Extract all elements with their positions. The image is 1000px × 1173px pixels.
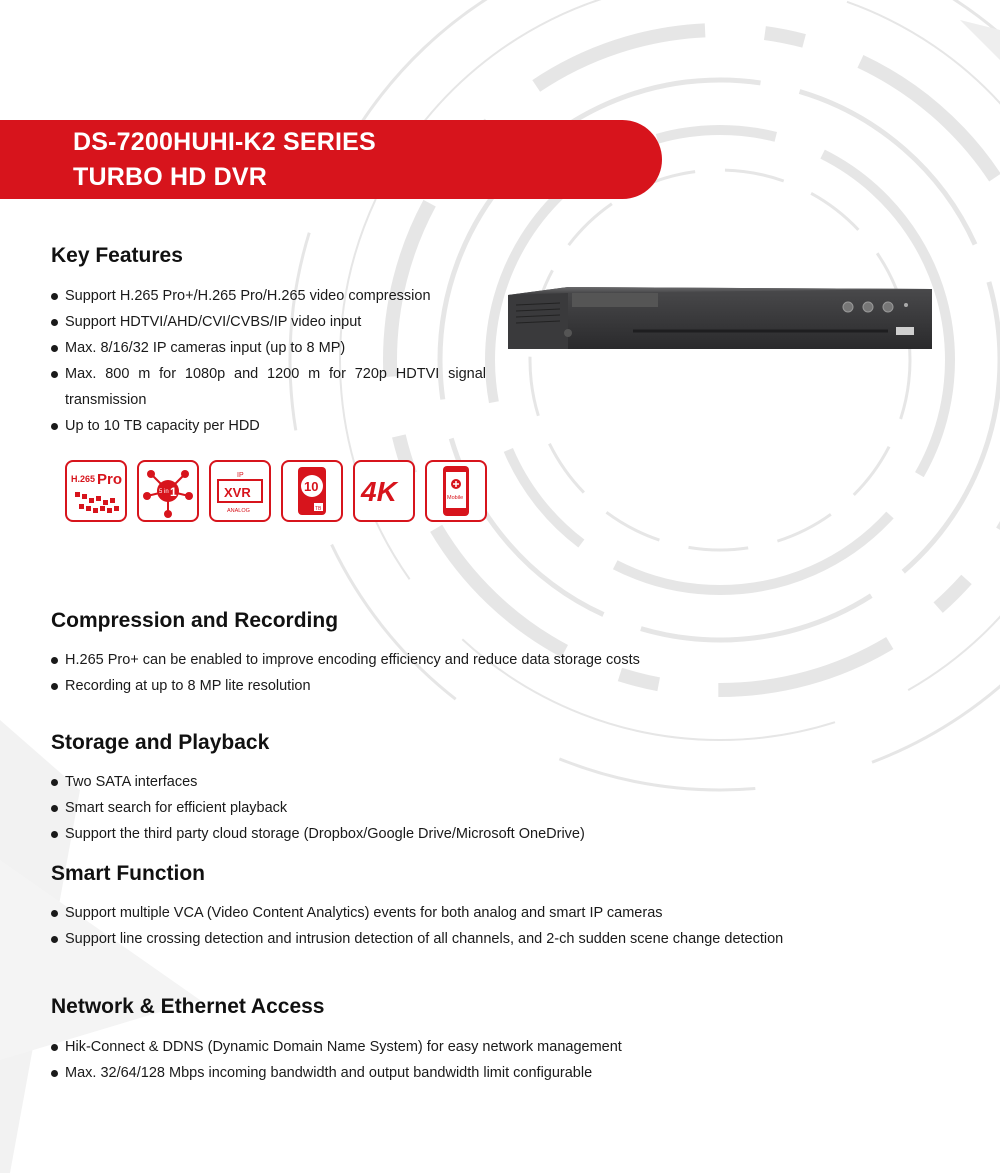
smart-function-list — [51, 900, 783, 952]
compression-list — [51, 647, 640, 699]
dvr-device-image — [508, 283, 934, 355]
ip-label: IP — [237, 472, 244, 479]
list-item: H.265 Pro+ can be enabled to improve encoding efficiency and reduce data storage costs — [51, 647, 640, 673]
five-in-label: 5 in — [159, 489, 169, 495]
list-item: Recording at up to 8 MP lite resolution — [51, 673, 640, 699]
five-in-one-icon — [137, 460, 199, 522]
h265-label: H.265 — [71, 474, 96, 484]
key-features-list — [51, 283, 486, 439]
list-item: Support HDTVI/AHD/CVI/CVBS/IP video input — [51, 309, 486, 335]
key-features-heading: Key Features — [51, 244, 183, 267]
list-item: Support H.265 Pro+/H.265 Pro/H.265 video compression — [51, 283, 486, 309]
compression-heading: Compression and Recording — [51, 609, 339, 632]
h265-pro-icon — [65, 460, 127, 522]
tb-label: TB — [315, 506, 322, 512]
storage-heading: Storage and Playback — [51, 731, 270, 754]
smart-function-heading: Smart Function — [51, 862, 206, 885]
mobile-icon — [425, 460, 487, 522]
ten-label: 10 — [304, 479, 319, 494]
storage-list — [51, 769, 585, 847]
list-item: Support line crossing detection and intrusion detection of all channels, and 2-ch sudden scene change detection — [51, 926, 783, 952]
one-label: 1 — [170, 485, 177, 499]
list-item: Up to 10 TB capacity per HDD — [51, 413, 486, 439]
list-item: Max. 32/64/128 Mbps incoming bandwidth and output bandwidth limit configurable — [51, 1060, 622, 1086]
list-item: Smart search for efficient playback — [51, 795, 585, 821]
list-item: Support the third party cloud storage (Dropbox/Google Drive/Microsoft OneDrive) — [51, 821, 585, 847]
xvr-label: XVR — [224, 485, 251, 500]
title-banner — [0, 120, 662, 199]
list-item: Max. 800 m for 1080p and 1200 m for 720p HDTVI signal transmission — [51, 361, 486, 413]
list-item: Two SATA interfaces — [51, 769, 585, 795]
pro-label: Pro — [97, 471, 123, 488]
hdd-10tb-icon — [281, 460, 343, 522]
four-k-label: 4K — [361, 476, 397, 507]
network-heading: Network & Ethernet Access — [51, 995, 325, 1018]
banner-title: DS-7200HUHI-K2 SERIES — [73, 128, 376, 156]
network-list — [51, 1034, 622, 1086]
list-item: Hik-Connect & DDNS (Dynamic Domain Name System) for easy network management — [51, 1034, 622, 1060]
list-item: Max. 8/16/32 IP cameras input (up to 8 MP) — [51, 335, 486, 361]
list-item: Support multiple VCA (Video Content Analytics) events for both analog and smart IP cameras — [51, 900, 783, 926]
4k-icon — [353, 460, 415, 522]
feature-icon-row — [65, 460, 487, 522]
mobile-label: Mobile — [447, 495, 464, 501]
banner-subtitle: TURBO HD DVR — [73, 163, 268, 191]
analog-label: ANALOG — [227, 508, 250, 514]
xvr-icon — [209, 460, 271, 522]
